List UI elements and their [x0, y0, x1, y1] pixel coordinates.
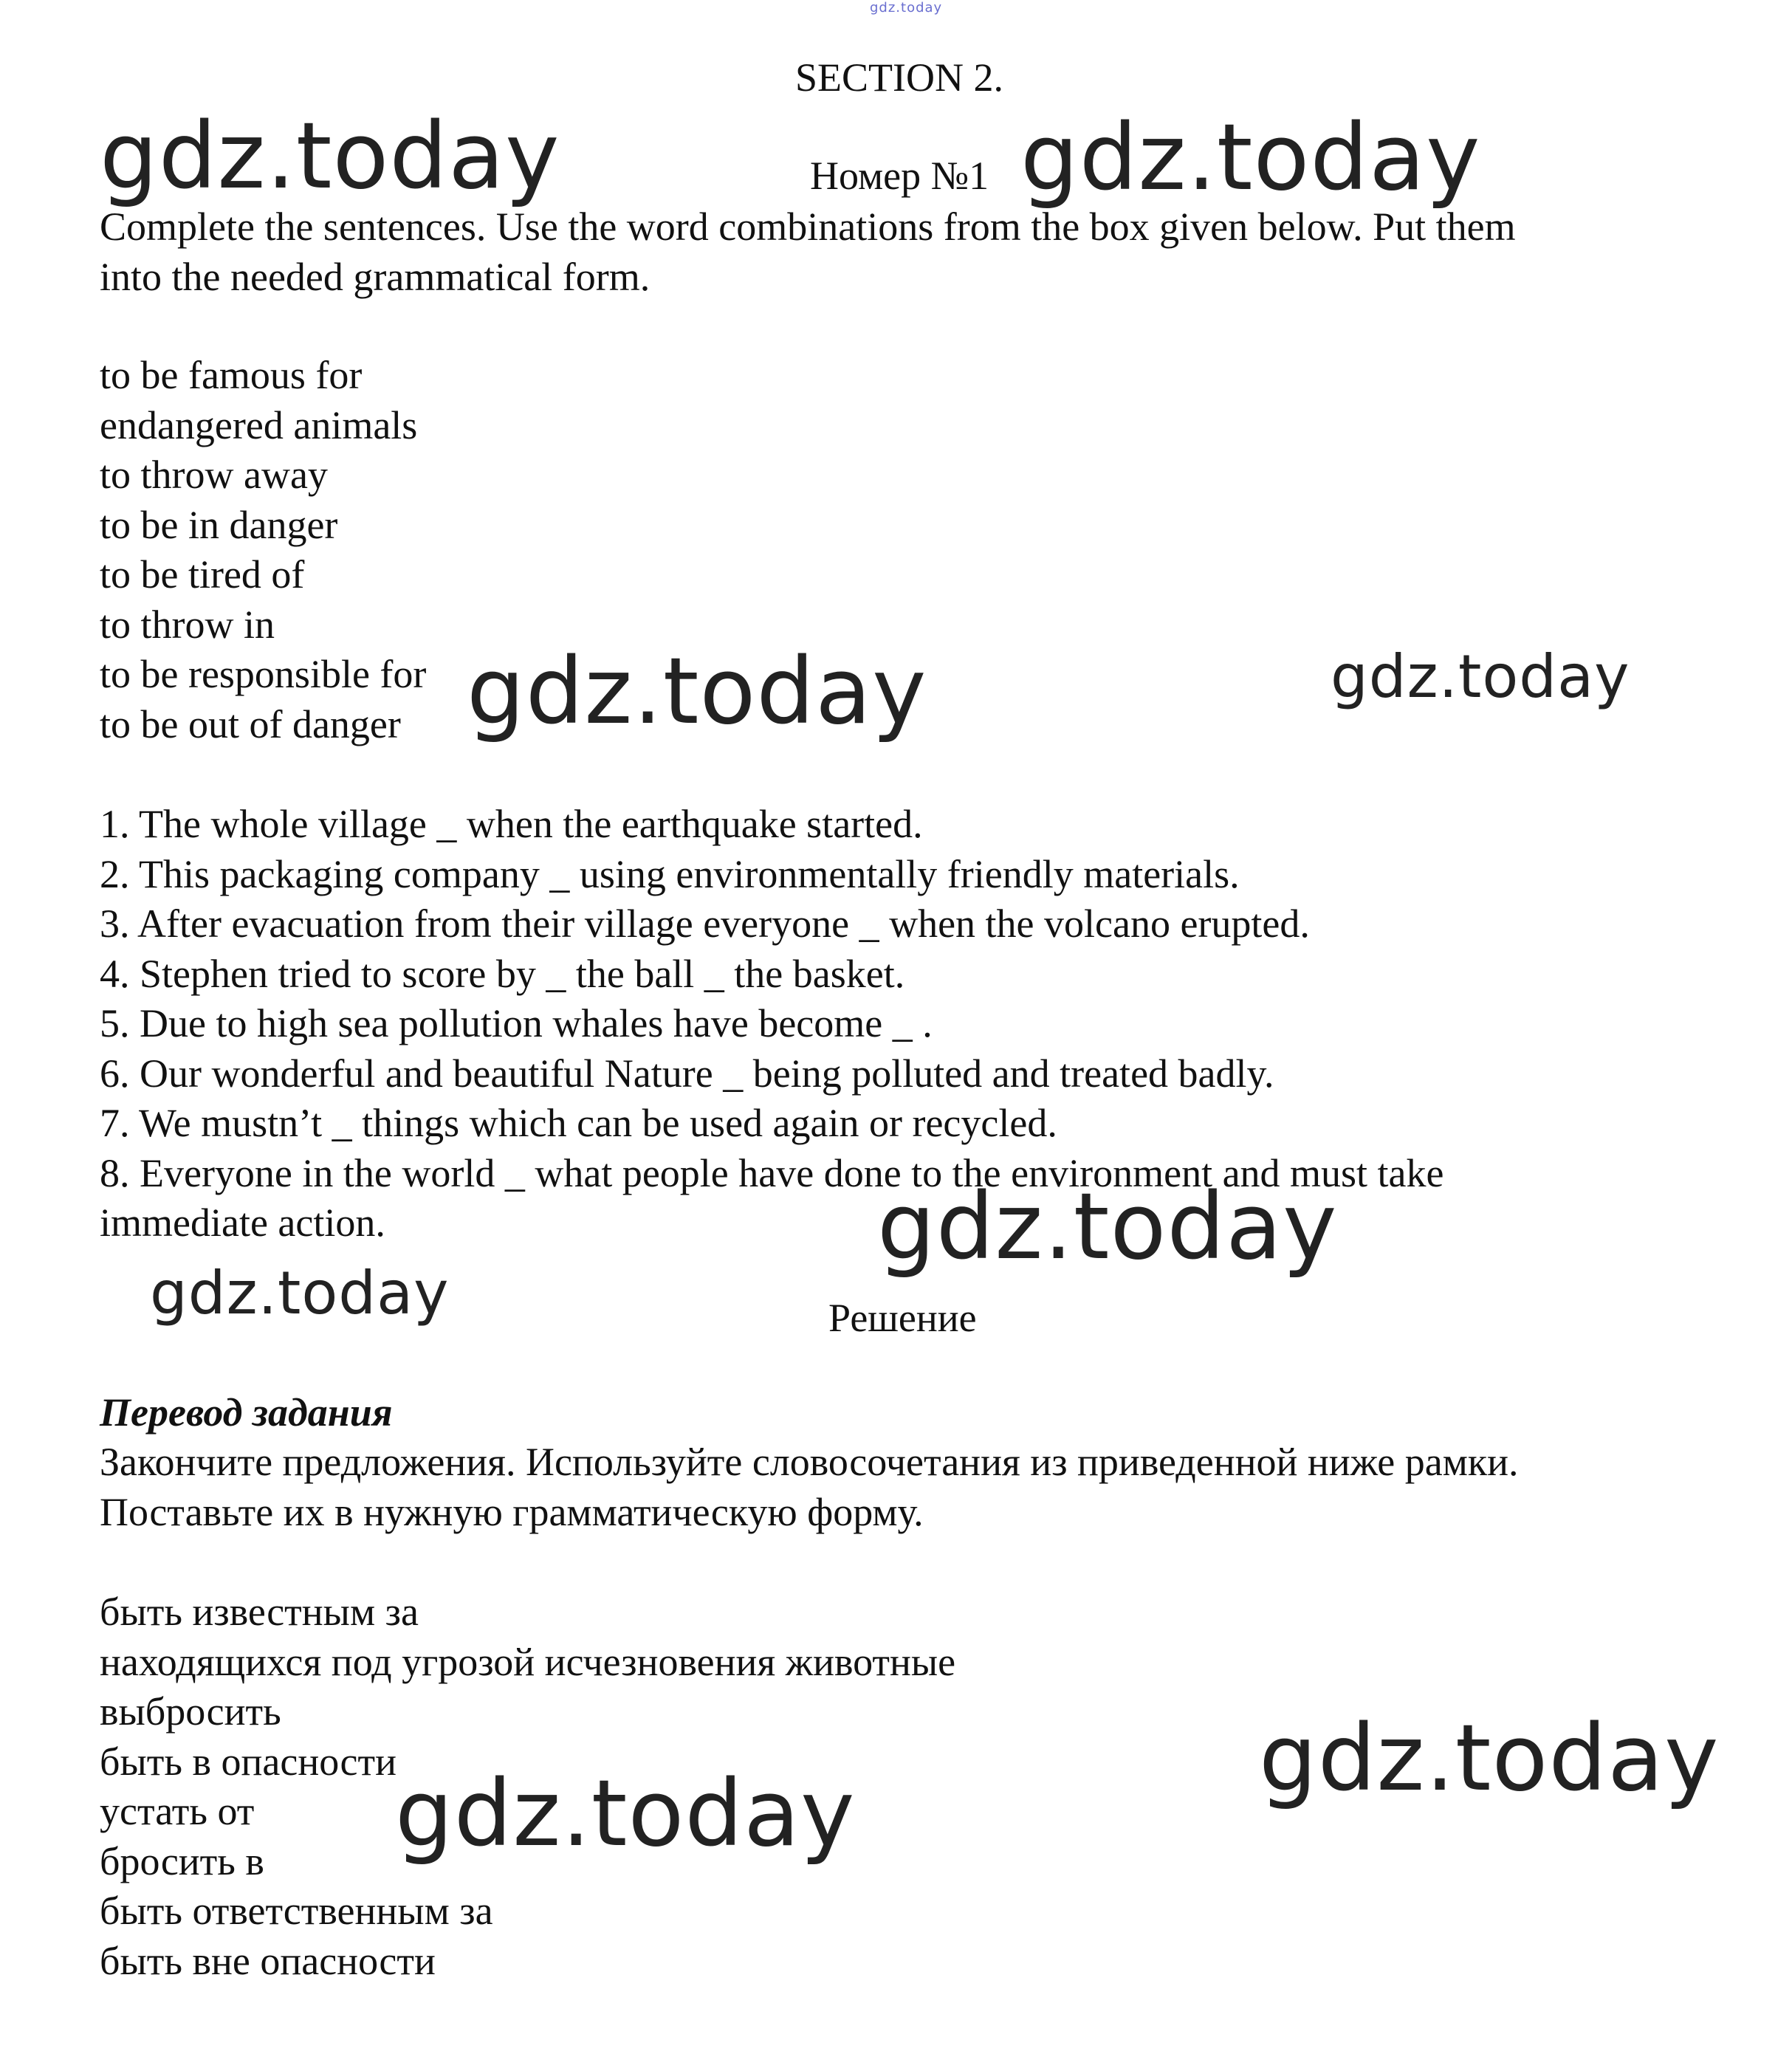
translation-phrase-item: находящихся под угрозой исчезновения животные — [100, 1639, 956, 1684]
phrase-box — [100, 351, 426, 749]
translation-phrase-item: быть в опасности — [100, 1739, 397, 1784]
translation-phrase-item: быть ответственным за — [100, 1889, 493, 1933]
watermark-logo: gdz.today — [1020, 105, 1481, 211]
watermark-logo: gdz.today — [1331, 642, 1630, 711]
translation-heading: Перевод задания — [100, 1390, 393, 1435]
watermark-logo: gdz.today — [395, 1761, 856, 1867]
instruction-line: into the needed grammatical form. — [100, 254, 650, 299]
translation-instruction — [100, 1437, 1519, 1537]
section-title: SECTION 2. — [795, 55, 1003, 100]
instruction-line: Complete the sentences. Use the word combinations from the box given below. Put them — [100, 205, 1516, 249]
phrase-item: to throw in — [100, 602, 275, 647]
sentence-item: 5. Due to high sea pollution whales have become _ . — [100, 1001, 933, 1045]
translation-phrase-item: устать от — [100, 1789, 255, 1833]
watermark-logo: gdz.today — [1259, 1705, 1720, 1812]
watermark-logo: gdz.today — [100, 103, 560, 210]
phrase-item: to be in danger — [100, 502, 338, 547]
sentence-item: immediate action. — [100, 1200, 385, 1245]
top-watermark: gdz.today — [870, 0, 943, 16]
phrase-item: to be out of danger — [100, 701, 401, 746]
instruction — [100, 202, 1516, 302]
watermark-logo: gdz.today — [150, 1259, 450, 1327]
sentence-item: 1. The whole village _ when the earthquake started. — [100, 802, 923, 846]
translation-phrase-item: быть известным за — [100, 1590, 419, 1634]
translation-phrase-item: бросить в — [100, 1838, 264, 1883]
translation-phrase-item: быть вне опасности — [100, 1938, 436, 1983]
watermark-logo: gdz.today — [877, 1174, 1338, 1280]
phrase-item: endangered animals — [100, 402, 418, 447]
translation-phrase-item: выбросить — [100, 1689, 281, 1734]
task-number: Номер №1 — [810, 154, 989, 198]
phrase-item: to be tired of — [100, 552, 305, 597]
phrase-item: to be famous for — [100, 353, 363, 397]
watermark-logo: gdz.today — [467, 639, 927, 745]
sentence-item: 3. After evacuation from their village everyone _ when the volcano erupted. — [100, 901, 1310, 946]
sentence-item: 2. This packaging company _ using environmentally friendly materials. — [100, 851, 1240, 896]
phrase-item: to be responsible for — [100, 652, 427, 696]
translation-instruction-line: Закончите предложения. Используйте словосочетания из приведенной ниже рамки. — [100, 1440, 1519, 1484]
sentence-item: 6. Our wonderful and beautiful Nature _ being polluted and treated badly. — [100, 1051, 1274, 1096]
solution-label: Решение — [828, 1296, 977, 1340]
phrase-item: to throw away — [100, 453, 328, 497]
sentence-item: 4. Stephen tried to score by _ the ball _ the basket. — [100, 951, 905, 996]
sentence-item: 8. Everyone in the world _ what people have done to the environment and must take — [100, 1150, 1444, 1195]
translation-instruction-line: Поставьте их в нужную грамматическую форму. — [100, 1489, 924, 1534]
sentence-item: 7. We mustn’t _ things which can be used again or recycled. — [100, 1101, 1057, 1145]
